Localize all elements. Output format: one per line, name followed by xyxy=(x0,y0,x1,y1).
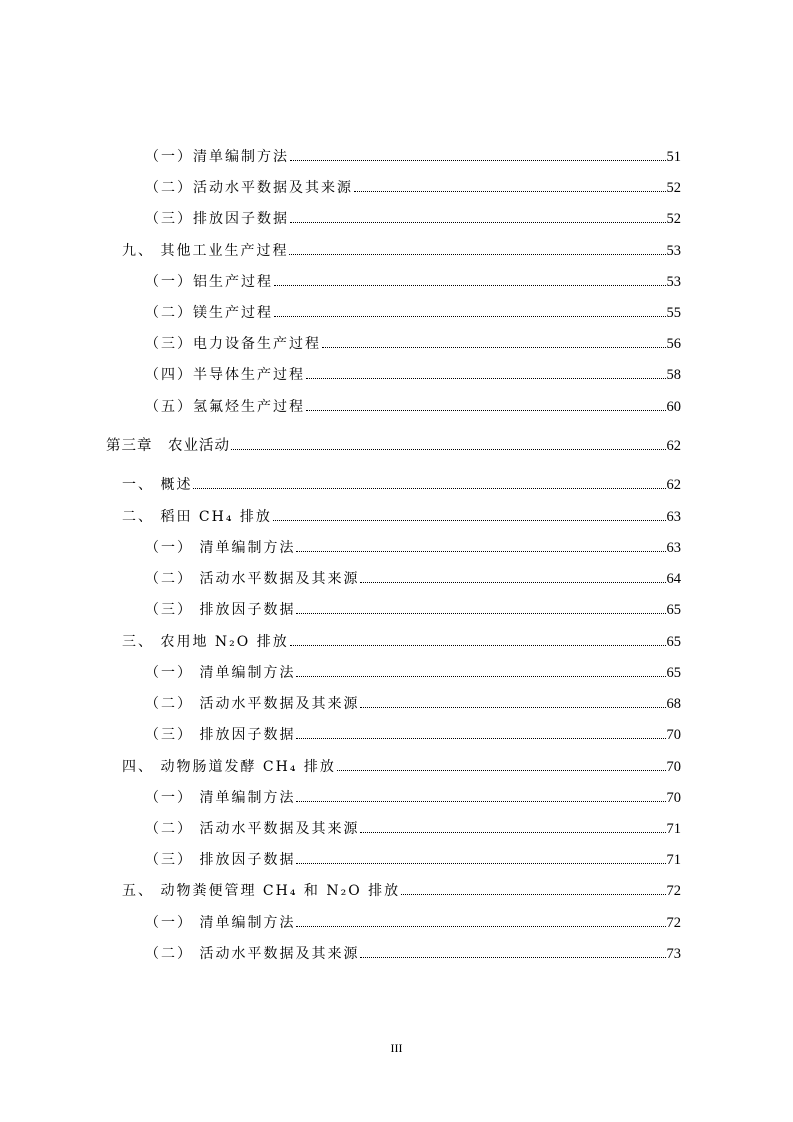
toc-leader-dots xyxy=(360,832,665,833)
toc-entry[interactable] xyxy=(145,660,681,682)
toc-leader-dots xyxy=(273,520,666,521)
toc-entry[interactable] xyxy=(122,754,681,776)
toc-entry[interactable] xyxy=(145,785,681,807)
toc-entry-page: 64 xyxy=(666,571,681,587)
toc-entry-page: 51 xyxy=(666,149,681,165)
toc-entry-label: 五、 动物粪便管理 CH₄ 和 N₂O 排放 xyxy=(122,883,401,899)
toc-entry-label: 九、 其他工业生产过程 xyxy=(122,243,289,259)
toc-leader-dots xyxy=(401,894,665,895)
toc-entry-label: 四、 动物肠道发酵 CH₄ 排放 xyxy=(122,759,336,775)
toc-leader-dots xyxy=(296,738,665,739)
toc-leader-dots xyxy=(360,582,665,583)
toc-entry-label: （三）电力设备生产过程 xyxy=(145,336,321,352)
toc-entry-page: 56 xyxy=(666,336,681,352)
toc-entry-page: 70 xyxy=(666,790,681,806)
toc-leader-dots xyxy=(337,770,666,771)
toc-entry[interactable] xyxy=(145,206,681,228)
toc-leader-dots xyxy=(290,645,666,646)
toc-leader-dots xyxy=(306,410,666,411)
toc-entry-page: 65 xyxy=(666,665,681,681)
toc-entry[interactable] xyxy=(145,300,681,322)
toc-entry[interactable] xyxy=(145,910,681,932)
toc-entry[interactable] xyxy=(122,878,681,900)
page-number: III xyxy=(390,1041,403,1055)
toc-entry-label: 一、 概述 xyxy=(122,477,193,493)
toc-entry-label: （二）镁生产过程 xyxy=(145,305,273,321)
toc-entry[interactable] xyxy=(145,331,681,353)
toc-leader-dots xyxy=(306,378,666,379)
toc-entry-page: 58 xyxy=(666,367,681,383)
toc-entry-page: 73 xyxy=(666,946,681,962)
toc-entry[interactable] xyxy=(145,394,681,416)
toc-chapter-entry[interactable] xyxy=(106,433,681,455)
toc-entry[interactable] xyxy=(145,597,681,619)
toc-entry-label: （一） 清单编制方法 xyxy=(145,540,296,556)
toc-entry-label: （二） 活动水平数据及其来源 xyxy=(145,696,360,712)
toc-leader-dots xyxy=(296,863,665,864)
toc-leader-dots xyxy=(360,957,665,958)
toc-entry-label: （二）活动水平数据及其来源 xyxy=(145,180,353,196)
toc-entry[interactable] xyxy=(145,722,681,744)
toc-entry[interactable] xyxy=(122,629,681,651)
toc-entry[interactable] xyxy=(145,144,681,166)
toc-leader-dots xyxy=(290,160,666,161)
toc-entry-label: （一） 清单编制方法 xyxy=(145,665,296,681)
toc-leader-dots xyxy=(296,613,665,614)
toc-entry[interactable] xyxy=(145,535,681,557)
toc-chapter-label: 第三章 农业活动 xyxy=(106,438,230,454)
toc-entry-page: 63 xyxy=(666,540,681,556)
toc-leader-dots xyxy=(354,191,666,192)
toc-leader-dots xyxy=(296,551,665,552)
toc-entry-page: 70 xyxy=(666,759,681,775)
toc-leader-dots xyxy=(296,676,665,677)
toc-entry-page: 62 xyxy=(666,477,681,493)
toc-entry-page: 70 xyxy=(666,727,681,743)
toc-leader-dots xyxy=(296,801,665,802)
toc-leader-dots xyxy=(231,449,666,450)
toc-entry-page: 71 xyxy=(666,852,681,868)
toc-leader-dots xyxy=(193,488,665,489)
toc-entry[interactable] xyxy=(122,504,681,526)
toc-entry[interactable] xyxy=(145,566,681,588)
toc-entry[interactable] xyxy=(145,269,681,291)
toc-entry[interactable] xyxy=(145,847,681,869)
toc-entry-page: 71 xyxy=(666,821,681,837)
toc-entry-label: （一） 清单编制方法 xyxy=(145,915,296,931)
toc-entry-label: （五）氢氟烃生产过程 xyxy=(145,399,305,415)
toc-entry-label: （三） 排放因子数据 xyxy=(145,727,296,743)
toc-entry-label: 二、 稻田 CH₄ 排放 xyxy=(122,509,272,525)
toc-entry-label: （三） 排放因子数据 xyxy=(145,852,296,868)
toc-leader-dots xyxy=(290,222,666,223)
toc-entry-page: 72 xyxy=(666,883,681,899)
toc-entry-label: （二） 活动水平数据及其来源 xyxy=(145,571,360,587)
toc-entry-page: 53 xyxy=(666,243,681,259)
toc-entry[interactable] xyxy=(122,238,681,260)
toc-entry-page: 60 xyxy=(666,399,681,415)
toc-entry-page: 62 xyxy=(666,438,681,454)
toc-entry-label: 三、 农用地 N₂O 排放 xyxy=(122,634,289,650)
toc-entry-page: 55 xyxy=(666,305,681,321)
toc-leader-dots xyxy=(322,347,666,348)
toc-entry-label: （三） 排放因子数据 xyxy=(145,602,296,618)
toc-entry-label: （一） 清单编制方法 xyxy=(145,790,296,806)
toc-entry-page: 65 xyxy=(666,602,681,618)
toc-entry-page: 63 xyxy=(666,509,681,525)
toc-leader-dots xyxy=(296,926,665,927)
toc-entry-page: 52 xyxy=(666,180,681,196)
toc-entry[interactable] xyxy=(145,362,681,384)
toc-entry[interactable] xyxy=(145,175,681,197)
toc-entry[interactable] xyxy=(145,816,681,838)
toc-entry-page: 68 xyxy=(666,696,681,712)
toc-entry-page: 65 xyxy=(666,634,681,650)
toc-leader-dots xyxy=(274,285,666,286)
toc-entry-label: （一）铝生产过程 xyxy=(145,274,273,290)
toc-entry[interactable] xyxy=(145,691,681,713)
toc-entry-page: 72 xyxy=(666,915,681,931)
toc-leader-dots xyxy=(274,316,666,317)
toc-entry-page: 52 xyxy=(666,211,681,227)
toc-entry[interactable] xyxy=(122,472,681,494)
toc-entry[interactable] xyxy=(145,941,681,963)
toc-entry-label: （一）清单编制方法 xyxy=(145,149,289,165)
toc-leader-dots xyxy=(360,707,665,708)
toc-entry-label: （三）排放因子数据 xyxy=(145,211,289,227)
toc-entry-label: （二） 活动水平数据及其来源 xyxy=(145,946,360,962)
toc-entry-label: （二） 活动水平数据及其来源 xyxy=(145,821,360,837)
toc-entry-page: 53 xyxy=(666,274,681,290)
toc-leader-dots xyxy=(289,254,665,255)
toc-entry-label: （四）半导体生产过程 xyxy=(145,367,305,383)
